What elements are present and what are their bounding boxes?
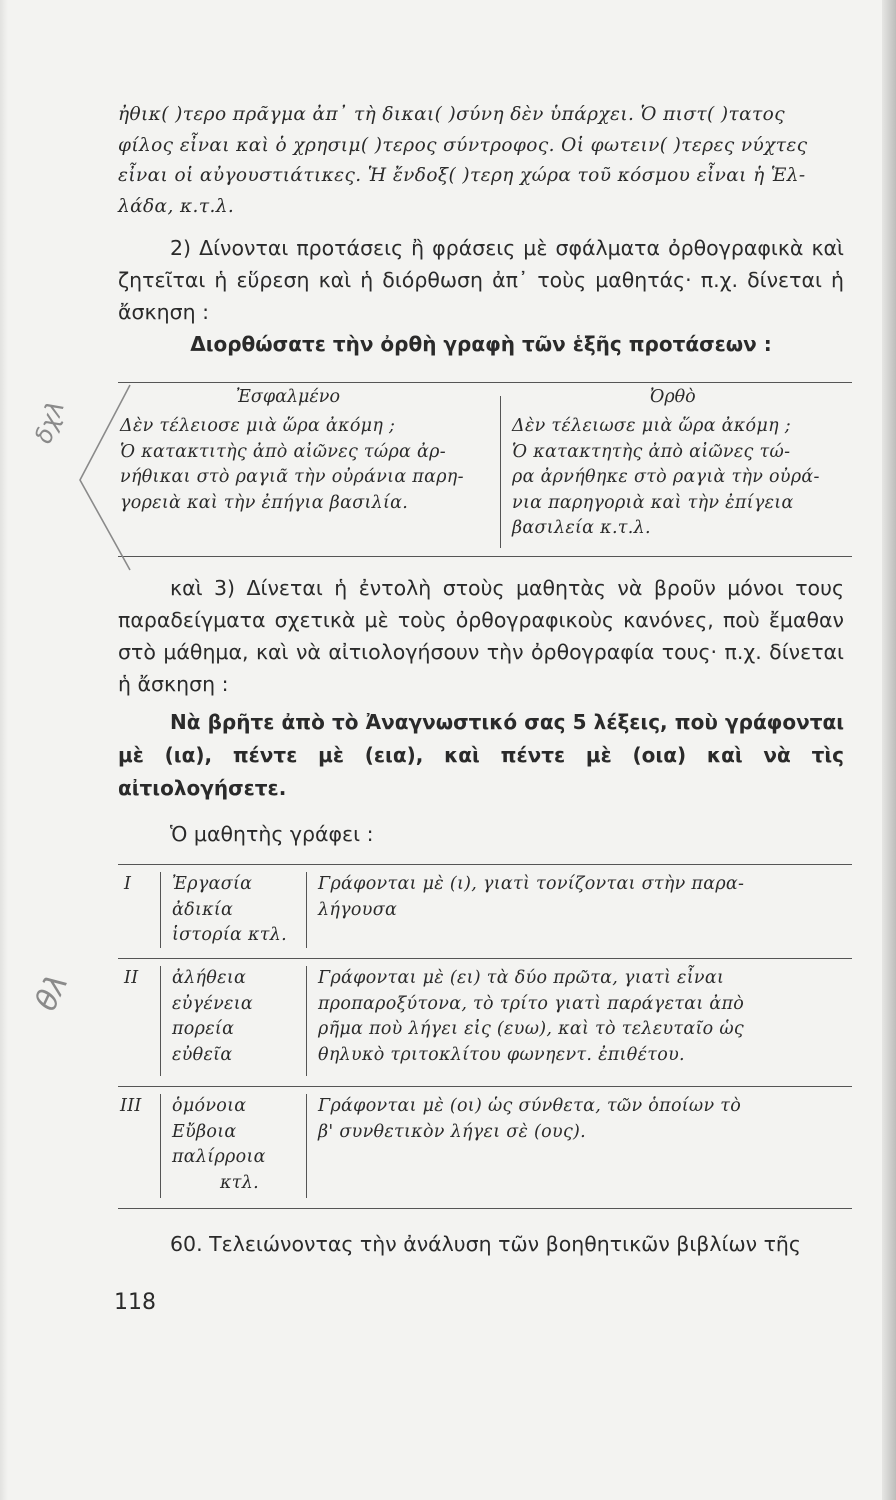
table2-bottom-rule	[118, 1208, 852, 1209]
table1-left-line: γορειὰ καὶ τὴν ἐπήγια βασιλία.	[120, 492, 409, 513]
table1-top-rule	[118, 382, 852, 383]
task-heading-2-text: Νὰ βρῆτε ἀπὸ τὸ Ἀναγνωστικό σας 5 λέξεις, ποὺ γράφονται μὲ (ια), πέντε μὲ (εια), καὶ πέντε μὲ (οια) καὶ νὰ τὶς αἰτιολογήσετε.	[118, 710, 844, 800]
paragraph-2	[118, 232, 844, 328]
paragraph-60	[118, 1228, 844, 1260]
table2-row-number: II	[124, 968, 139, 988]
table2-words	[172, 966, 302, 1068]
table2-col-divider	[160, 966, 161, 1076]
intro-text	[118, 100, 844, 222]
table1-right-line: ρα ἀρνήθηκε στὸ ραγιὰ τὴν οὐρά-	[512, 467, 820, 487]
table1-left-header: Ἐσφαλμένο	[236, 387, 340, 407]
table2-word: εὐθεῖα	[172, 1044, 233, 1065]
task-heading-2	[118, 706, 844, 805]
table2-col-divider	[160, 1094, 161, 1198]
table2-word: Εὔβοια	[172, 1121, 237, 1142]
table2-row-number: III	[120, 1096, 142, 1116]
page-left-shadow	[0, 0, 8, 1500]
intro-line: εἶναι οἱ αὐγουστιάτικες. Ἡ ἔνδοξ( )τερη χώρα τοῦ κόσμου εἶναι ἡ Ἑλ-	[118, 165, 806, 186]
intro-line: λάδα, κ.τ.λ.	[118, 195, 235, 217]
table2-rule	[318, 966, 854, 1068]
table1-left-column	[120, 414, 492, 516]
table2-rule-line: ρῆμα ποὺ λήγει εἰς (ευω), καὶ τὸ τελευταῖο ὡς	[318, 1019, 745, 1039]
table2-word: κτλ.	[220, 1172, 260, 1193]
table1-bottom-rule	[118, 556, 852, 557]
table2-row-rule	[118, 958, 852, 959]
margin-note: δχλ	[29, 396, 71, 448]
paragraph-2-text: 2) Δίνονται προτάσεις ἢ φράσεις μὲ σφάλματα ὀρθογραφικὰ καὶ ζητεῖται ἡ εὕρεση καὶ ἡ διόρθωση ἀπ᾽ τοὺς μαθητάς· π.χ. δίνεται ἡ ἄσκηση :	[118, 236, 844, 324]
table2-word: Ἐργασία	[172, 874, 253, 894]
table2-words	[172, 1094, 302, 1196]
table2-rule-line: προπαροξύτονα, τὸ τρίτο γιατὶ παράγεται ἀπὸ	[318, 993, 745, 1014]
table2-rule	[318, 872, 854, 923]
table1-right-line: νια παρηγοριὰ καὶ τὴν ἐπίγεια	[512, 492, 794, 513]
paragraph-3	[118, 572, 844, 700]
table1-left-line: Δὲν τέλειοσε μιὰ ὥρα ἀκόμη ;	[120, 416, 396, 436]
table2-col-divider	[306, 872, 307, 948]
table2-word: ἀλήθεια	[172, 968, 247, 988]
intro-line: ἠθικ( )τερο πρᾶγμα ἀπ᾽ τὴ δικαι( )σύνη δὲν ὑπάρχει. Ὁ πιστ( )τατος	[118, 104, 785, 125]
table2-col-divider	[306, 1094, 307, 1198]
table2-top-rule	[118, 864, 852, 865]
table2-word: παλίρροια	[172, 1147, 266, 1167]
table2-rule-line: Γράφονται μὲ (ει) τὰ δύο πρῶτα, γιατὶ εἶναι	[318, 968, 725, 988]
table2-col-divider	[306, 966, 307, 1076]
table2-word: εὐγένεια	[172, 993, 253, 1014]
table2-words	[172, 872, 302, 949]
student-writes	[118, 818, 844, 850]
table2-word: πορεία	[172, 1019, 235, 1039]
page-number: 118	[114, 1290, 156, 1315]
table1-right-line: Δὲν τέλειωσε μιὰ ὥρα ἀκόμη ;	[512, 416, 791, 436]
table1-left-line: νήθικαι στὸ ραγιᾶ τὴν οὐράνια παρη-	[120, 467, 464, 487]
table1-divider	[500, 396, 501, 548]
table1-left-line: Ὁ κατακτιτὴς ἀπὸ αἰῶνες τώρα ἀρ-	[120, 441, 446, 462]
table2-word: ἀδικία	[172, 899, 234, 920]
task-heading-1: Διορθώσατε τὴν ὀρθὴ γραφὴ τῶν ἑξῆς προτάσεων :	[190, 332, 772, 356]
paragraph-3-text: καὶ 3) Δίνεται ἡ ἐντολὴ στοὺς μαθητὰς νὰ βροῦν μόνοι τους παραδείγματα σχετικὰ μὲ τοὺς ὀρθογραφικοὺς κανόνες, ποὺ ἔμαθαν στὸ μάθημα, καὶ νὰ αἰτιολογήσουν τὴν ὀρθογραφία τους· π.χ. δίνεται ἡ ἄσκηση :	[118, 576, 844, 696]
table2-rule-line: Γράφονται μὲ (οι) ὡς σύνθετα, τῶν ὁποίων τὸ	[318, 1096, 742, 1116]
table2-word: ἱστορία κτλ.	[172, 925, 287, 945]
table2-rule-line: θηλυκὸ τριτοκλίτου φωνηεντ. ἐπιθέτου.	[318, 1044, 685, 1065]
paragraph-60-text: 60. Τελειώνοντας τὴν ἀνάλυση τῶν βοηθητικῶν βιβλίων τῆς	[170, 1232, 801, 1256]
table2-row-rule	[118, 1086, 852, 1087]
table1-right-line: Ὁ κατακτητὴς ἀπὸ αἰῶνες τώ-	[512, 441, 791, 462]
table1-right-header: Ὀρθὸ	[650, 387, 696, 407]
table2-word: ὁμόνοια	[172, 1096, 247, 1116]
table2-rule-line: λήγουσα	[318, 899, 398, 920]
table1-right-line: βασιλεία κ.τ.λ.	[512, 518, 651, 538]
table2-rule	[318, 1094, 854, 1145]
table2-rule-line: Γράφονται μὲ (ι), γιατὶ τονίζονται στὴν παρα-	[318, 874, 745, 894]
margin-note: θλ	[28, 968, 76, 1017]
table2-col-divider	[160, 872, 161, 948]
table2-rule-line: β' συνθετικὸν λήγει σὲ (ους).	[318, 1121, 587, 1142]
intro-line: φίλος εἶναι καὶ ὁ χρησιμ( )τερος σύντροφος. Οἱ φωτειν( )τερες νύχτες	[118, 134, 808, 156]
table1-right-column	[512, 414, 854, 542]
page-right-edge	[882, 0, 896, 1500]
student-writes-text: Ὁ μαθητὴς γράφει :	[170, 822, 374, 846]
table2-row-number: I	[124, 874, 132, 894]
